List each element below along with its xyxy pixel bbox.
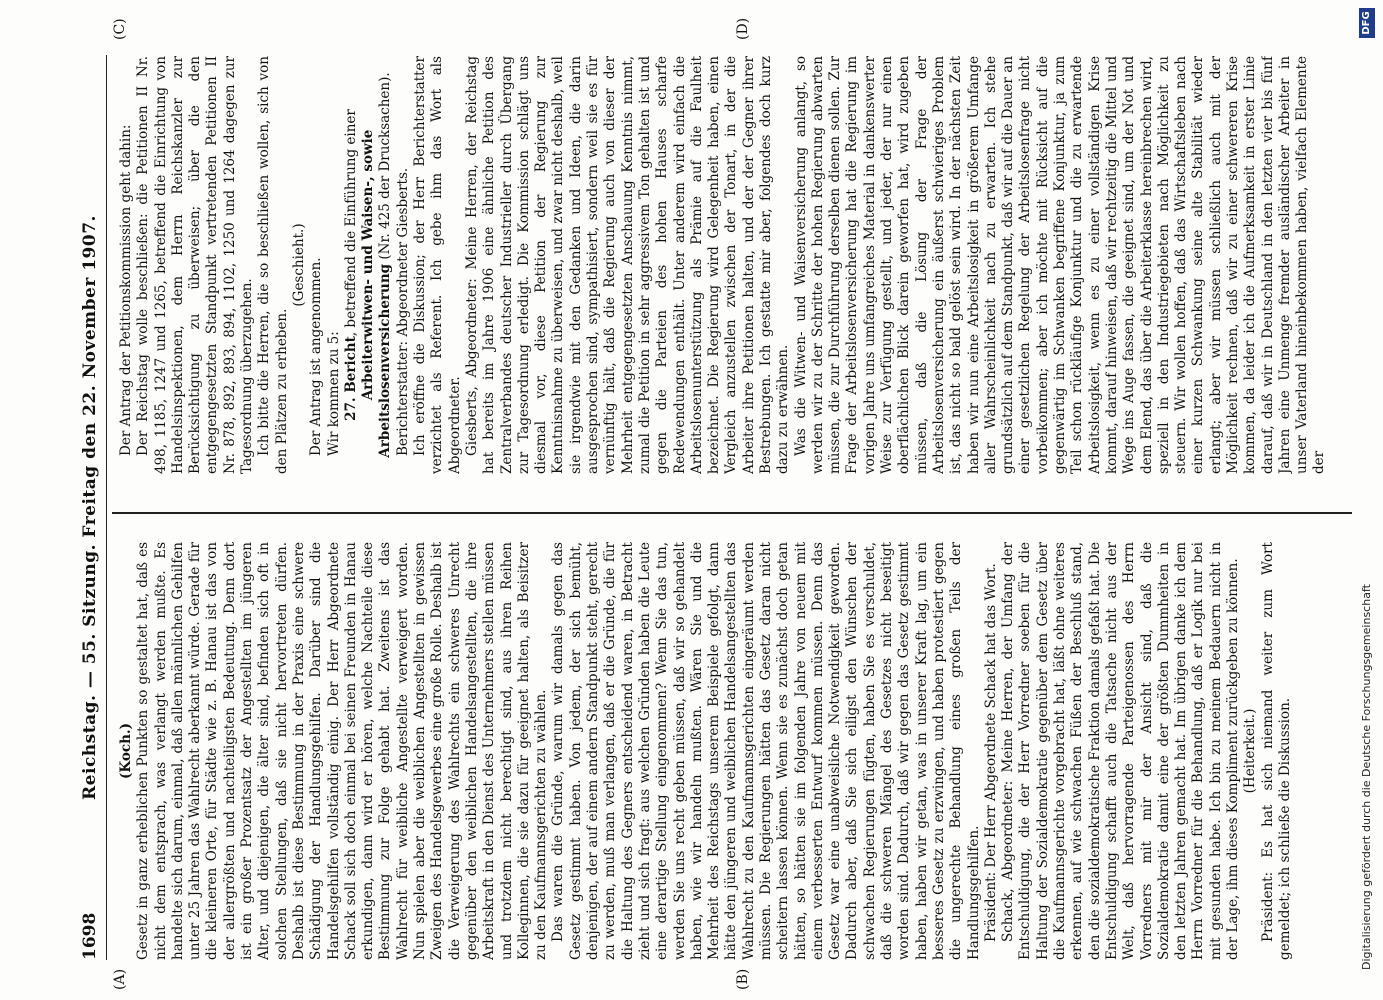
paragraph: Was die Witwen- und Waisenversicherung anlangt, so werden wir zu der Schritte der hohen Regierung abwarten müssen, die zur Durchführung derselben dienen sollen. Zur Frage der Arbeitslosenversicherung hat die Regierung im vorigen Jahre uns umfangreiches Material in dankenswerter Weise zur Verfügung gestellt, und jeder, der nur einen oberflächlichen Blick darein geworfen hat, wird zugeben müssen, daß die Lösung der Frage der Arbeitslosenversicherung ein äußerst schwieriges Problem ist, das nicht so bald gelöst sein wird. In der nächsten Zeit haben wir nun eine Arbeitslosigkeit in größerem Umfange aller Wahrscheinlichkeit nach zu erwarten. Ich stehe grundsätzlich auf dem Standpunkt, daß wir auf die Dauer an einer gesetzlichen Regelung der Arbeitslosenfrage nicht vorbeikommen; aber ich möchte mit Rücksicht auf die gegenwärtig im Schwanken begriffene Konjunktur, ja zum Teil schon rückläufige Konjunktur und die zu erwartende Arbeitslosigkeit, wenn es zu einer vollständigen Krise kommt, darauf hinweisen, daß wir rechtzeitig die Mittel und Wege ins Auge fassen, die geeignet sind, um der Not und dem Elend, das über die Arbeiterklasse hereinbrechen wird, speziell in den Industriegebieten nach Möglichkeit zu steuern. Wir wollen hoffen, daß das Wirtschaftsleben nach einer kurzen Schwankung seine alte Stabilität wieder erlangt; aber wir müssen schließlich auch mit der Möglichkeit rechnen, daß wir zu einer schwereren Krise kommen, da leider ich die Aufmerksamkeit in erster Linie darauf, daß wir in Deutschland in den letzten vier bis fünf Jahren eine Unmenge fremder ausländischer Arbeiter in unser Vaterland hineinbekommen haben, vielfach Elemente der [792, 56, 1328, 474]
margin-marker-a: (A) [112, 968, 128, 990]
page-header [80, 55, 107, 960]
agenda-item-heading [343, 56, 395, 474]
column-divider [112, 513, 1352, 515]
paragraph: Schack, Abgeordneter: Meine Herren, der Umfang der Entschuldigung, die der Herr Vorredner soeben für die Haltung der Sozialdemokratie gegenüber dem Gesetz über die Kaufmannsgerichte vorgebracht hat, läßt ohne weiteres erkennen, auf wie schwachen Füßen der Beschluß stand, den die sozialdemokratische Fraktion damals gefaßt hat. Die Entschuldigung schafft auch die Tatsache nicht aus der Welt, daß hervorragende Parteigenossen des Herrn Vorredners mit mir der Ansicht sind, daß die Sozialdemokratie damit eine der größten Dummheiten in den letzten Jahren gemacht hat. Im übrigen danke ich dem Herrn Vorredner für die Behandlung, daß er Logik nur bei mit gesunden habe. Ich bin zu meinem Bedauern nicht in der Lage, ihm dieses Kompliment zurückgeben zu können. [1000, 542, 1241, 960]
dfg-logo: DFG [1359, 8, 1375, 38]
paragraph: Gesetz in ganz erheblichen Punkten so gestaltet hat, daß es nicht dem entsprach, was verlangt werden mußte. Es handelte sich darum, einmal, daß allen männlichen Gehilfen unter 25 Jahren das Wahlrecht aberkannt würde. Gerade für die kleineren Orte, für Städte wie z. B. Hanau ist das von der allergrößten und nachteiligsten Bedeutung. Denn dort ist ein großer Prozentsatz der Angestellten im jüngeren Alter, und diejenigen, die älter sind, befinden sich oft in solchen Stellungen, daß sie nicht hervortreten dürfen. Deshalb ist diese Bestimmung in der Praxis eine schwere Schädigung der Handlungsgehilfen. Darüber sind die Handelsgehilfen vollständig einig. Der Herr Abgeordnete Schack soll sich doch einmal bei seinen Freunden in Hanau erkundigen, dann wird er hören, welche Nachteile diese Bestimmung zur Folge gehabt hat. Zweitens ist das Wahlrecht für weibliche Angestellte verweigert worden. Nun spielen aber die weiblichen Angestellten in gewissen Zweigen des Handelsgewerbes eine große Rolle. Deshalb ist die Verweigerung des Wahlrechts ein schweres Unrecht gegenüber den weiblichen Handelsangestellten, die ihre Arbeitskraft in den Dienst des Unternehmers stellen müssen und trotzdem nicht berechtigt sind, aus ihren Reihen Kolleginnen, die sie dazu für geeignet halten, als Beisitzer zu den Kaufmannsgerichten zu wählen. [135, 542, 550, 960]
paragraph: Berichterstatter: Abgeordneter Giesberts. [394, 167, 411, 456]
paragraph: Der Antrag der Petitionskommission geht dahin: [118, 124, 134, 456]
running-title: Reichstag. — 55. Sitzung. Freitag den 22. November 1907. [80, 215, 100, 800]
president-statement: Präsident: Der Herr Abgeordnete Schack hat das Wort. [982, 563, 999, 942]
paragraph: Ich bitte die Herren, die so beschließen wollen, sich von den Plätzen zu erheben. [256, 56, 290, 474]
margin-marker-b: (B) [735, 968, 751, 990]
digitization-credit: Digitalisierung gefördert durch die Deutsche Forschungsgemeinschaft [1360, 584, 1373, 970]
agenda-item-topic: Arbeiterwitwen- und Waisen-, sowie Arbeitslosenversicherung [360, 129, 394, 458]
page-number: 1698 [80, 912, 100, 960]
margin-marker-c: (C) [112, 18, 128, 40]
paragraph: Giesberts, Abgeordneter: Meine Herren, der Reichstag hat bereits im Jahre 1906 eine ähnliche Petition des Zentralverbandes deutscher Industrieller durch Übergang zur Tagesordnung erledigt. Die Kommission schlägt uns diesmal vor, diese Petition der Regierung zur Kenntnisnahme zu überweisen, und zwar nicht deshalb, weil sie irgendwie mit den Gedanken und Ideen, die darin ausgesprochen sind, sympathisiert, sondern weil sie es für vernünftig hält, daß die Regierung auch von dieser der Mehrheit entgegengesetzten Anschauung Kenntnis nimmt, zumal die Petition in sehr aggressivem Ton gehalten ist und gegen die Parteien des hohen Hauses scharfe Redewendungen enthält. Unter anderem wird einfach die Arbeitslosenunterstützung als Prämie auf die Faulheit bezeichnet. Die Regierung wird Gelegenheit haben, einen Vergleich anzustellen zwischen der Tonart, in der die Arbeiter ihre Petitionen halten, und der der Gegner ihrer Bestrebungen. Ich gestatte mir aber, folgendes doch kurz dazu zu erwähnen. [463, 56, 792, 474]
motion-text: Der Reichstag wolle beschließen: die Petitionen II Nr. 498, 1185, 1247 und 1265, betreffend die Einrichtung von Handelsinspektionen, dem Herrn Reichskanzler zur Berücksichtigung zu überweisen; über die den entgegengesetzten Standpunkt vertretenden Petitionen II Nr. 878, 892, 893, 894, 1102, 1250 und 1264 dagegen zur Tagesordnung überzugehen. [135, 56, 256, 474]
agenda-item-ref: (Nr. 425 der Drucksachen). [377, 72, 394, 264]
paragraph: Ich eröffne die Diskussion; der Herr Berichterstatter verzichtet als Referent. Ich gebe ihm das Wort als Abgeordneter. [412, 56, 463, 474]
speaker-continuation: (Koch.) [118, 723, 134, 779]
paragraph: Wir kommen zu 5: [325, 331, 342, 456]
margin-marker-d: (D) [735, 17, 751, 40]
right-column [118, 56, 1333, 474]
agenda-item-number: 27. Bericht [342, 336, 359, 421]
paragraph: Das waren die Gründe, warum wir damals gegen das Gesetz gestimmt haben. Von jedem, der sich bemüht, denjenigen, der auf einem andern Standpunkt steht, gerecht zu werden, muß man verlangen, daß er die Gründe, die für die Haltung des Gegners entscheidend waren, in Betracht zieht und sich fragt: aus welchen Gründen haben die Leute eine derartige Stellung eingenommen? Wenn Sie das tun, werden Sie uns recht geben müssen, daß wir so gehandelt haben, wie wir handeln mußten. Wären Sie und die Mehrheit des Reichstags unserem Beispiele gefolgt, dann hätte den jüngeren und weiblichen Handelsangestellten das Wahlrecht zu den Kaufmannsgerichten eingeräumt werden müssen. Die Regierungen hätten das Gesetz daran nicht scheitern lassen können. Wenn sie es zunächst doch getan hätten, so hätten sie im folgenden Jahre von neuem mit einem verbesserten Entwurf kommen müssen. Denn das Gesetz war eine unabweisliche Notwendigkeit geworden. Dadurch aber, daß Sie sich eiligst den Wünschen der schwachen Regierungen fügten, haben Sie es verschuldet, daß die schweren Mängel des Gesetzes nicht beseitigt worden sind. Dadurch, daß wir gegen das Gesetz gestimmt haben, haben wir getan, was in unserer Kraft lag, um ein besseres Gesetz zu erzwingen, und haben protestiert gegen die ungerechte Behandlung eines großen Teils der Handlungsgehilfen. [550, 542, 982, 960]
president-statement: Präsident: Es hat sich niemand weiter zum Wort gemeldet; ich schließe die Diskussion. [1259, 542, 1293, 960]
laughter-note: (Heiterkeit.) [1242, 708, 1259, 794]
procedure-note: (Geschieht.) [290, 223, 307, 307]
left-column [118, 542, 1333, 960]
paragraph: Der Antrag ist angenommen. [308, 257, 325, 456]
page-footer [1356, 0, 1380, 1000]
agenda-item-connector: , betreffend die Einführung einer [342, 109, 359, 337]
